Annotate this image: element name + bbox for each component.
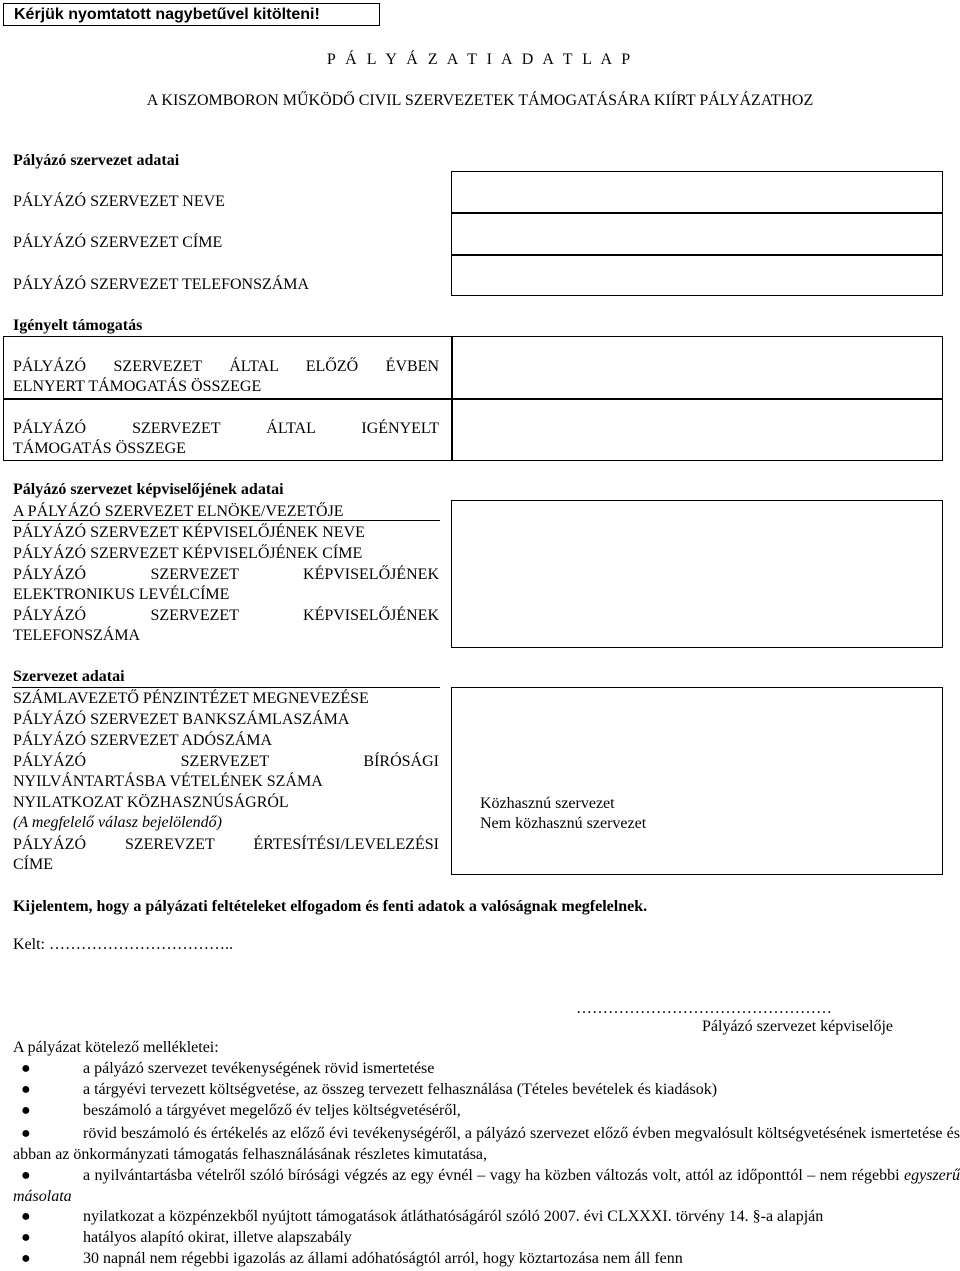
section-org-heading: Pályázó szervezet adatai — [13, 152, 180, 169]
section-rep-heading: Pályázó szervezet képviselőjének adatai — [13, 481, 284, 498]
rep-phone-label: PÁLYÁZÓ SZERVEZET KÉPVISELŐJÉNEK — [13, 607, 439, 624]
divider — [12, 520, 440, 522]
previous-support-label: PÁLYÁZÓ SZERVEZET ÁLTAL ELŐZŐ ÉVBEN — [13, 358, 439, 375]
rep-phone-label-2: TELEFONSZÁMA — [13, 627, 141, 644]
previous-support-value[interactable] — [453, 338, 941, 396]
annex-item: nyilatkozat a közpénzekből nyújtott támogatások átláthatóságáról szóló 2007. évi CLXXXI. törvény 14. §-a alapján — [83, 1208, 824, 1225]
declaration: Kijelentem, hogy a pályázati feltételeket elfogadom és fenti adatok a valóságnak megfelelnek. — [13, 898, 648, 915]
org-address-label: PÁLYÁZÓ SZERVEZET CÍME — [13, 234, 223, 251]
public-benefit-hint: (A megfelelő válasz bejelölendő) — [13, 814, 222, 831]
annex-item: 30 napnál nem régebbi igazolás az állami adóhatóságtól arról, hogy köztartozása nem áll fenn — [83, 1250, 683, 1267]
bullet-icon: ● — [21, 1125, 31, 1142]
mail-address-label: PÁLYÁZÓ SZEREVZET ÉRTESÍTÉSI/LEVELEZÉSI — [13, 836, 439, 853]
annex-item-italic: egyszerű másolata — [13, 1167, 960, 1205]
bank-name-label: SZÁMLAVEZETŐ PÉNZINTÉZET MEGNEVEZÉSE — [13, 690, 369, 707]
signature-label: Pályázó szervezet képviselője — [702, 1018, 894, 1035]
signature-line[interactable]: ………………………………………… — [576, 1000, 832, 1017]
bullet-icon: ● — [21, 1167, 31, 1184]
requested-support-value[interactable] — [453, 400, 941, 459]
annex-item: a tárgyévi tervezett költségvetése, az összeg tervezett felhasználása (Tételes bevételek és kiadások) — [83, 1081, 718, 1098]
option-not-public-benefit[interactable]: Nem közhasznú szervezet — [480, 815, 647, 832]
annex-item — [13, 1166, 960, 1207]
court-registration-label: PÁLYÁZÓ SZERVEZET BÍRÓSÁGI — [13, 753, 439, 770]
form-title: P Á L Y Á Z A T I A D A T L A P — [326, 51, 634, 68]
annex-title: A pályázat kötelező mellékletei: — [13, 1039, 219, 1056]
public-benefit-label: NYILATKOZAT KÖZHASZNÚSÁGRÓL — [13, 794, 289, 811]
tax-number-label: PÁLYÁZÓ SZERVEZET ADÓSZÁMA — [13, 732, 273, 749]
divider — [451, 254, 943, 256]
requested-support-label: PÁLYÁZÓ SZERVEZET ÁLTAL IGÉNYELT — [13, 420, 439, 437]
annex-item: rövid beszámoló és értékelés az előző évi tevékenységéről, a pályázó szervezet előző évben megvalósult költségvetésének ismertetése és abban az önkormányzati támogatás felhasználásának részletes kimutatása, — [13, 1125, 960, 1163]
bullet-icon: ● — [21, 1229, 31, 1246]
annex-item: beszámoló a tárgyévet megelőző év teljes költségvetéséről, — [83, 1102, 461, 1119]
rep-name-label: PÁLYÁZÓ SZERVEZET KÉPVISELŐJÉNEK NEVE — [13, 524, 365, 541]
section-support-heading: Igényelt támogatás — [13, 317, 143, 334]
date-line[interactable]: Kelt: …………………………….. — [13, 936, 233, 953]
rep-email-label: PÁLYÁZÓ SZERVEZET KÉPVISELŐJÉNEK — [13, 566, 439, 583]
bullet-icon: ● — [21, 1102, 31, 1119]
rep-email-label-2: ELEKTRONIKUS LEVÉLCÍME — [13, 586, 230, 603]
bullet-icon: ● — [21, 1081, 31, 1098]
bullet-icon: ● — [21, 1060, 31, 1077]
bullet-icon: ● — [21, 1208, 31, 1225]
requested-support-label-2: TÁMOGATÁS ÖSSZEGE — [13, 440, 186, 457]
previous-support-label-2: ELNYERT TÁMOGATÁS ÖSSZEGE — [13, 378, 262, 395]
orgdata-answer-box[interactable] — [451, 687, 943, 875]
rep-address-label: PÁLYÁZÓ SZERVEZET KÉPVISELŐJÉNEK CÍME — [13, 545, 363, 562]
section-orgdata-heading: Szervezet adatai — [13, 668, 125, 685]
option-public-benefit[interactable]: Közhasznú szervezet — [480, 795, 615, 812]
form-subtitle: A KISZOMBORON MŰKÖDŐ CIVIL SZERVEZETEK TÁMOGATÁSÁRA KIÍRT PÁLYÁZATHOZ — [146, 92, 814, 109]
bank-account-label: PÁLYÁZÓ SZERVEZET BANKSZÁMLASZÁMA — [13, 711, 350, 728]
divider — [451, 212, 943, 214]
annex-item-text: a nyilvántartásba vételről szóló bírósági végzés az egy évnél – vagy ha közben változás volt, attól az időponttól – nem régebbi — [83, 1167, 905, 1184]
annex-item: hatályos alapító okirat, illetve alapszabály — [83, 1229, 352, 1246]
mail-address-label-2: CÍME — [13, 856, 53, 873]
bullet-icon: ● — [21, 1250, 31, 1267]
rep-president-label: A PÁLYÁZÓ SZERVEZET ELNÖKE/VEZETŐJE — [13, 503, 344, 520]
rep-answer-box[interactable] — [451, 500, 943, 648]
fill-in-notice: Kérjük nyomtatott nagybetűvel kitölteni! — [3, 3, 380, 26]
court-registration-label-2: NYILVÁNTARTÁSBA VÉTELÉNEK SZÁMA — [13, 773, 323, 790]
org-name-label: PÁLYÁZÓ SZERVEZET NEVE — [13, 193, 225, 210]
annex-item: a pályázó szervezet tevékenységének rövid ismertetése — [83, 1060, 435, 1077]
org-answer-box[interactable] — [451, 171, 943, 296]
org-phone-label: PÁLYÁZÓ SZERVEZET TELEFONSZÁMA — [13, 276, 310, 293]
